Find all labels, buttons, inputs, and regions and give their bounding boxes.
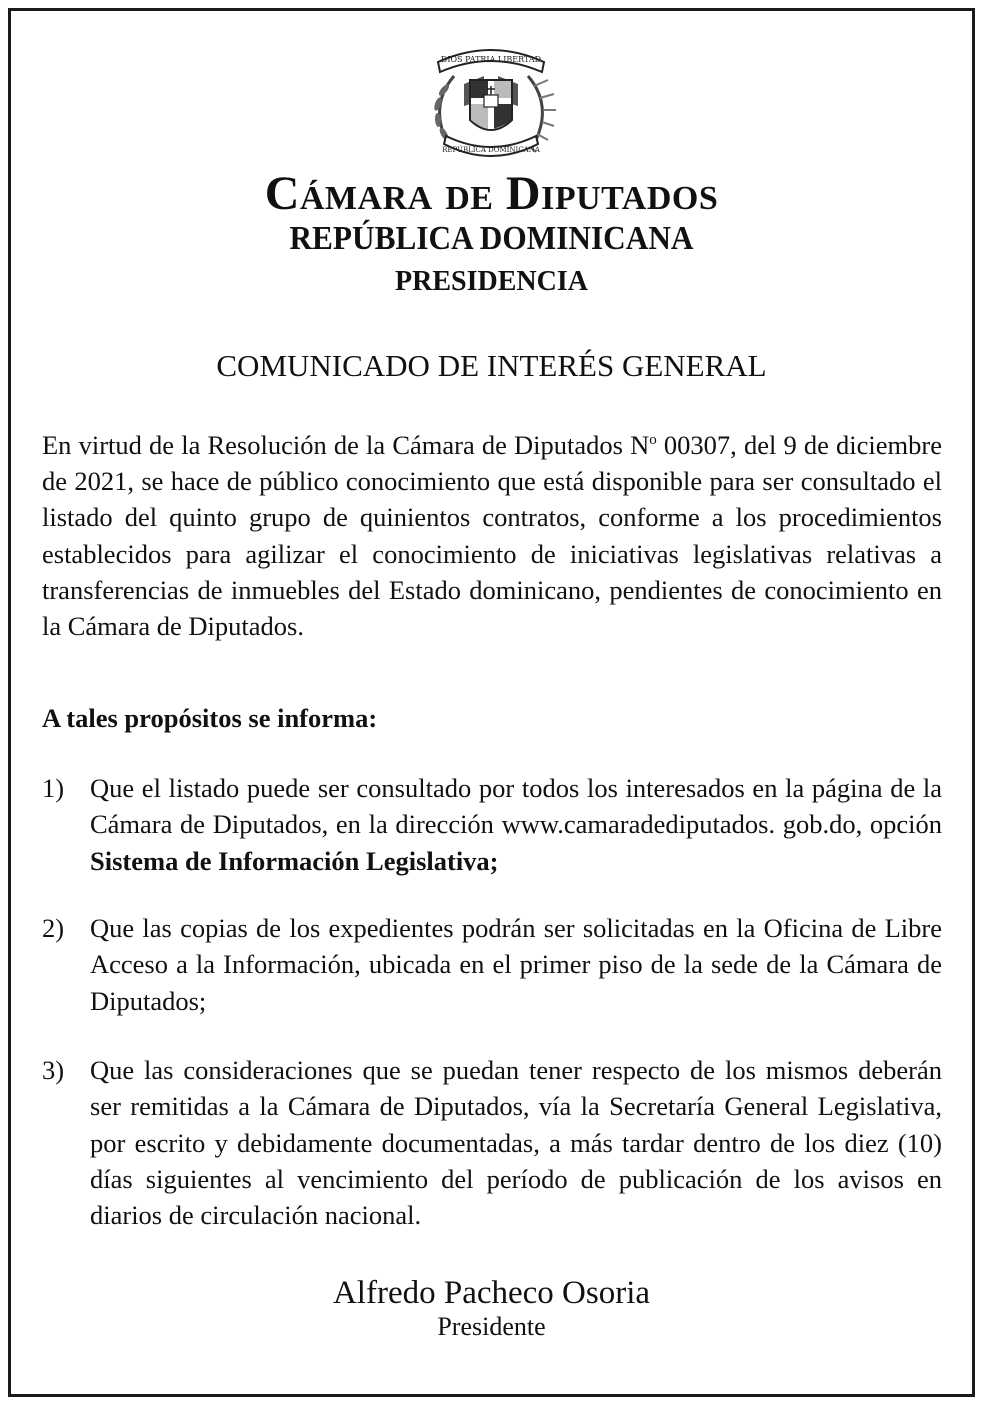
lead-statement: A tales propósitos se informa: xyxy=(42,703,378,733)
item-number: 2) xyxy=(42,913,65,943)
list-item-1 xyxy=(42,770,942,879)
intro-text-1: En virtud de la Resolución de la Cámara de Diputados N xyxy=(42,429,650,460)
item-text: Que el listado puede ser consultado por todos los interesados en la página de la Cámara de Diputados, en la dirección www.camaradediputados. gob.do, opción xyxy=(90,773,942,840)
signer-name: Alfredo Pacheco Osoria xyxy=(332,1275,651,1311)
chamber-title: Cámara de Diputados xyxy=(264,167,719,220)
seal-band-text: REPÚBLICA DOMINICANA xyxy=(442,146,540,154)
country-subtitle: REPÚBLICA DOMINICANA xyxy=(289,220,694,257)
intro-paragraph xyxy=(42,422,942,645)
item-bold-text: Sistema de Información Legislativa; xyxy=(90,845,499,876)
office-label: PRESIDENCIA xyxy=(395,266,588,297)
coat-of-arms-seal xyxy=(424,40,558,164)
item-text: Que las consideraciones que se puedan tener respecto de los mismos deberán ser remitidas a la Cámara de Diputados, vía la Secretaría General Legislativa, por escrito y debidamente documentadas, a más tardar dentro de los diez (10) días siguientes al vencimiento del período de publicación de los avisos en diarios de circulación nacional. xyxy=(90,1055,942,1231)
item-text: Que las copias de los expedientes podrán ser solicitadas en la Oficina de Libre Acceso a la Información, ubicada en el primer piso de la sede de la Cámara de Diputados; xyxy=(90,913,942,1016)
intro-text-2: 00307, del 9 de diciembre de 2021, se hace de público conocimiento que está disponible para ser consultado el listado del quinto grupo de quinientos contratos, conforme a los procedimientos establecidos para agilizar el conocimiento de iniciativas legislativas relativas a transferencias de inmuebles del Estado dominicano, pendientes de conocimiento en la Cámara de Diputados. xyxy=(42,429,942,642)
list-item-2 xyxy=(42,910,942,1019)
item-number: 3) xyxy=(42,1055,65,1085)
seal-motto: DIOS PATRIA LIBERTAD xyxy=(440,55,542,64)
communique-heading: COMUNICADO DE INTERÉS GENERAL xyxy=(216,348,767,383)
item-number: 1) xyxy=(42,773,65,803)
signer-role: Presidente xyxy=(437,1312,546,1341)
number-superscript: o xyxy=(649,432,657,448)
list-item-3 xyxy=(42,1052,942,1233)
